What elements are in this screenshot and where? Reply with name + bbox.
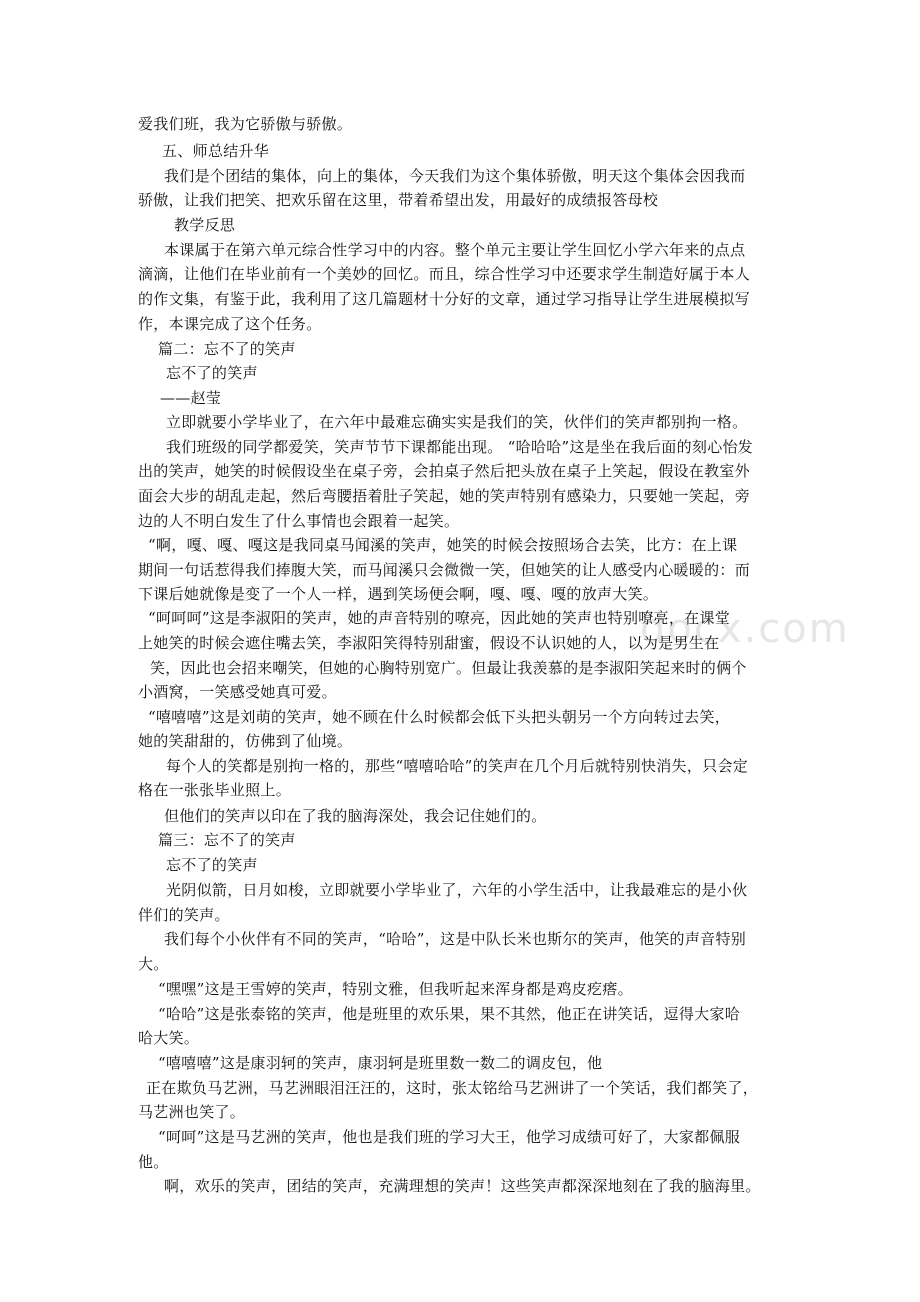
text-line: 期间一句话惹得我们捧腹大笑，而马闻溪只会微微一笑，但她笑的让人感受内心暖暖的：而 bbox=[138, 561, 751, 579]
text-line: 格在一张张毕业照上。 bbox=[138, 781, 292, 799]
text-line: 面会大步的胡乱走起，然后弯腰捂着肚子笑起，她的笑声特别有感染力，只要她一笑起，旁 bbox=[138, 487, 751, 505]
text-line: 笑，因此也会招来嘲笑，但她的心胸特别宽广。但最让我羡慕的是李淑阳笑起来时的俩个 bbox=[150, 659, 747, 677]
text-line: 每个人的笑都是别拘一格的，那些“嘻嘻哈哈”的笑声在几个月后就特别快消失，只会定 bbox=[166, 757, 749, 775]
text-line: 滴滴，让他们在毕业前有一个美妙的回忆。而且，综合性学习中还要求学生制造好属于本人 bbox=[138, 265, 751, 283]
text-line: 我们是个团结的集体，向上的集体，今天我们为这个集体骄傲，明天这个集体会因我而 bbox=[164, 167, 746, 185]
text-line: 我们班级的同学都爱笑，笑声节节下课都能出现。 “哈哈哈”这是坐在我后面的刻心怡发 bbox=[166, 438, 754, 456]
text-line: 上她笑的时候会遮住嘴去笑，李淑阳笑得特别甜蜜，假设不认识她的人，以为是男生在 bbox=[138, 634, 720, 652]
text-line: 篇三：忘不了的笑声 bbox=[158, 831, 296, 849]
text-line: “嘻嘻嘻”这是刘萌的笑声，她不顾在什么时候都会低下头把头朝另一个方向转过去笑， bbox=[148, 708, 731, 726]
text-line: “呵呵呵”这是李淑阳的笑声，她的声音特别的嘹亮，因此她的笑声也特别嘹亮，在课堂 bbox=[148, 609, 731, 627]
watermark: docx.com bbox=[640, 606, 850, 652]
text-line: 啊，欢乐的笑声，团结的笑声，充满理想的笑声！这些笑声都深深地刻在了我的脑海里。 bbox=[164, 1177, 761, 1195]
text-line: 骄傲，让我们把笑、把欢乐留在这里，带着希望出发，用最好的成绩报答母校 bbox=[138, 191, 659, 209]
text-line: 但他们的笑声以印在了我的脑海深处，我会记住她们的。 bbox=[164, 807, 547, 825]
text-line: 忘不了的笑声 bbox=[166, 364, 258, 382]
text-line: “哈哈”这是张泰铭的笑声，他是班里的欢乐果，果不其然，他正在讲笑话，逗得大家哈 bbox=[158, 1005, 741, 1023]
text-line: 光阴似箭，日月如梭，立即就要小学毕业了，六年的小学生活中，让我最难忘的是小伙 bbox=[166, 881, 748, 899]
text-line: “呵呵”这是马艺洲的笑声，他也是我们班的学习大王，他学习成绩可好了，大家都佩服 bbox=[158, 1128, 741, 1146]
text-line: 教学反思 bbox=[174, 216, 236, 234]
text-line: 我们每个小伙伴有不同的笑声，“哈哈”，这是中队长米也斯尔的笑声，他笑的声音特别 bbox=[164, 930, 747, 948]
text-line: 出的笑声，她笑的时候假设坐在桌子旁，会拍桌子然后把头放在桌子上笑起，假设在教室外 bbox=[138, 462, 751, 480]
text-line: 的作文集，有鉴于此，我利用了这几篇题材十分好的文章，通过学习指导让学生进展模拟写 bbox=[138, 290, 751, 308]
text-line: 他。 bbox=[138, 1153, 169, 1171]
text-line: 小酒窝，一笑感受她真可爱。 bbox=[138, 683, 337, 701]
text-line: 伴们的笑声。 bbox=[138, 906, 230, 924]
text-line: 爱我们班，我为它骄傲与骄傲。 bbox=[138, 115, 353, 133]
text-line: 大。 bbox=[138, 955, 169, 973]
text-line: 立即就要小学毕业了，在六年中最难忘确实实是我们的笑，伙伴们的笑声都别拘一格。 bbox=[166, 413, 748, 431]
text-line: 下课后她就像是变了一个人一样，遇到笑场便会啊，嘎、嘎、嘎的放声大笑。 bbox=[138, 585, 659, 603]
text-line: 作，本课完成了这个任务。 bbox=[138, 315, 322, 333]
text-line: “嘻嘻嘻”这是康羽轲的笑声，康羽轲是班里数一数二的调皮包，他 bbox=[158, 1054, 603, 1072]
text-line: 边的人不明白发生了什么事情也会跟着一起笑。 bbox=[138, 512, 460, 530]
text-line: 正在欺负马艺洲，马艺洲眼泪汪汪的，这时，张太铭给马艺洲讲了一个笑话，我们都笑了， bbox=[146, 1079, 759, 1097]
text-line: 本课属于在第六单元综合性学习中的内容。整个单元主要让学生回忆小学六年来的点点 bbox=[164, 241, 746, 259]
text-line: “嘿嘿”这是王雪婷的笑声，特别文雅，但我听起来浑身都是鸡皮疙瘩。 bbox=[158, 980, 633, 998]
text-line: ——赵莹 bbox=[160, 389, 222, 407]
text-line: 哈大笑。 bbox=[138, 1029, 200, 1047]
text-line: 她的笑甜甜的，仿佛到了仙境。 bbox=[138, 732, 353, 750]
text-line: 篇二：忘不了的笑声 bbox=[158, 340, 296, 358]
text-line: 五、师总结升华 bbox=[162, 142, 270, 160]
text-line: “啊，嘎、嘎、嘎这是我同桌马闻溪的笑声，她笑的时候会按照场合去笑，比方：在上课 bbox=[148, 536, 738, 554]
text-line: 忘不了的笑声 bbox=[166, 856, 258, 874]
text-line: 马艺洲也笑了。 bbox=[138, 1103, 246, 1121]
